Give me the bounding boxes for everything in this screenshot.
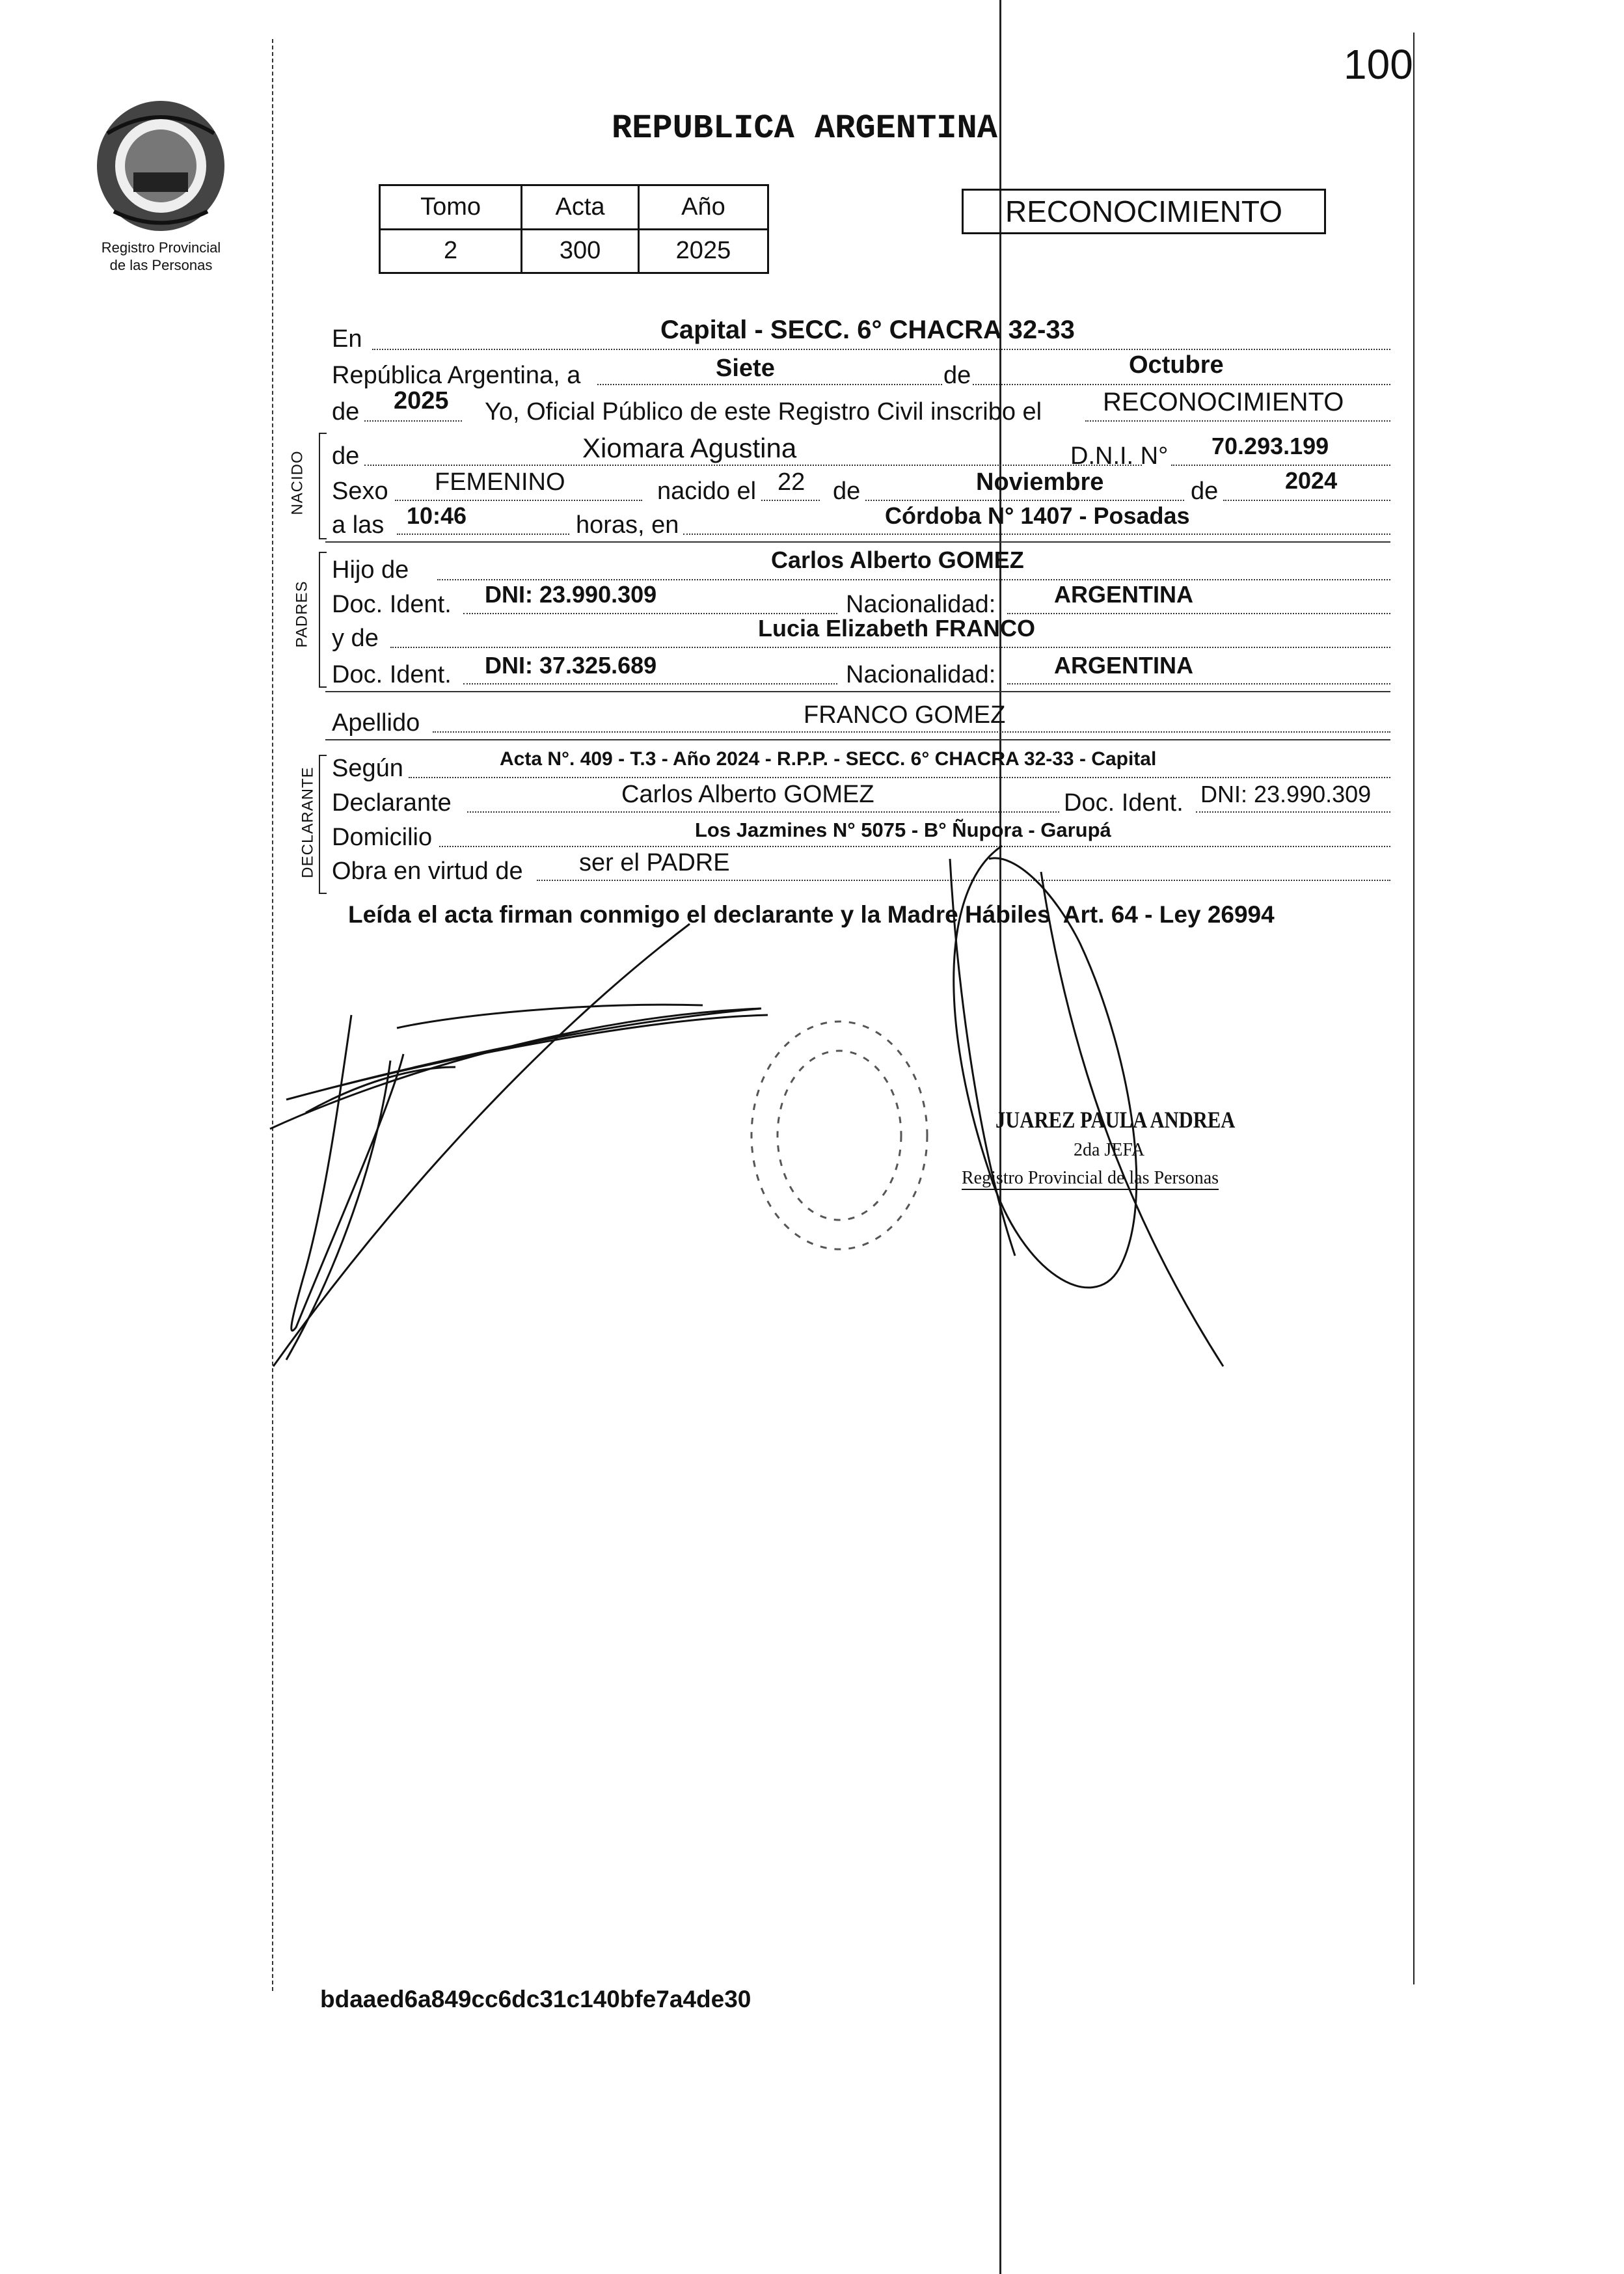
header-acta: Acta (522, 185, 639, 230)
de-label-year: de (332, 398, 360, 426)
registry-label-2: de las Personas (109, 257, 213, 273)
dni-label: D.N.I. N° (1070, 442, 1169, 470)
father-nationality: ARGENTINA (1054, 581, 1193, 608)
declarante-doc: DNI: 23.990.309 (1200, 781, 1372, 807)
year-value: 2025 (394, 387, 449, 414)
obra-label: Obra en virtud de (332, 858, 523, 885)
country-title: REPUBLICA ARGENTINA (612, 109, 997, 148)
father-doc-label: Doc. Ident. (332, 591, 452, 618)
value-ano: 2025 (638, 229, 768, 273)
de-label: de (943, 362, 971, 389)
hijo-label: Hijo de (332, 556, 409, 584)
apellido-label: Apellido (332, 709, 420, 737)
father-name: Carlos Alberto GOMEZ (771, 547, 1024, 573)
birth-place: Córdoba N° 1407 - Posadas (885, 502, 1190, 529)
alas-label: a las (332, 511, 385, 539)
act-type-text: RECONOCIMIENTO (1005, 195, 1282, 228)
official-office: Registro Provincial de las Personas (962, 1168, 1219, 1190)
mother-name: Lucia Elizabeth FRANCO (758, 615, 1036, 642)
mother-doc: DNI: 37.325.689 (485, 652, 657, 679)
page-number: 100 (1344, 41, 1413, 88)
en-value: Capital - SECC. 6° CHACRA 32-33 (660, 316, 1075, 344)
act-value: RECONOCIMIENTO (1103, 388, 1344, 416)
child-name: Xiomara Agustina (582, 433, 797, 463)
mother-nationality: ARGENTINA (1054, 652, 1193, 679)
header-tomo: Tomo (380, 185, 522, 230)
declarante-doc-label: Doc. Ident. (1064, 789, 1184, 817)
closing-text: Leída el acta firman conmigo el declarante y la Madre Hábiles Art. 64 - Ley 26994 (348, 901, 1275, 928)
birth-year: 2024 (1285, 467, 1338, 494)
header-ano: Año (638, 185, 768, 230)
section-nacido: NACIDO (288, 450, 306, 515)
sexo-value: FEMENINO (435, 468, 565, 496)
segun-label: Según (332, 755, 403, 782)
segun-value: Acta N°. 409 - T.3 - Año 2024 - R.P.P. - SECC. 6° CHACRA 32-33 - Capital (500, 748, 1157, 770)
obra-value: ser el PADRE (579, 849, 730, 876)
mother-doc-label: Doc. Ident. (332, 661, 452, 688)
domicilio-value: Los Jazmines N° 5075 - B° Ñupora - Garupá (695, 819, 1111, 841)
section-padres: PADRES (293, 580, 311, 648)
nacido-de-label: de (332, 442, 360, 470)
child-dni: 70.293.199 (1211, 433, 1329, 459)
nacido-el-label: nacido el (657, 478, 757, 505)
republica-label: República Argentina, a (332, 362, 581, 389)
birth-month: Noviembre (976, 468, 1104, 496)
birth-day: 22 (778, 468, 805, 496)
birth-time: 10:46 (407, 502, 467, 529)
mother-nat-label: Nacionalidad: (846, 661, 996, 688)
domicilio-label: Domicilio (332, 824, 433, 851)
month-value: Octubre (1129, 351, 1224, 379)
round-stamp (751, 1022, 927, 1249)
hash-code: bdaaed6a849cc6dc31c140bfe7a4de30 (320, 1986, 751, 2012)
declarante-name: Carlos Alberto GOMEZ (621, 781, 874, 808)
registry-label-1: Registro Provincial (101, 239, 221, 256)
declarante-label: Declarante (332, 789, 452, 817)
yde-label: y de (332, 625, 379, 652)
apellido-value: FRANCO GOMEZ (804, 701, 1006, 729)
official-role: 2da JEFA (1074, 1140, 1145, 1160)
section-declarante: DECLARANTE (299, 766, 317, 878)
yo-text: Yo, Oficial Público de este Registro Civil inscribo el (485, 398, 1042, 426)
sexo-label: Sexo (332, 478, 388, 505)
nacido-de-label-3: de (1191, 478, 1219, 505)
horas-label: horas, en (576, 511, 679, 539)
father-nat-label: Nacionalidad: (846, 591, 996, 618)
day-value: Siete (716, 355, 775, 382)
value-tomo: 2 (380, 229, 522, 273)
nacido-de-label-2: de (833, 478, 861, 505)
declarant-signature (270, 924, 768, 1366)
father-doc: DNI: 23.990.309 (485, 581, 657, 608)
official-name: JUAREZ PAULA ANDREA (995, 1107, 1236, 1133)
en-label: En (332, 325, 362, 353)
value-acta: 300 (522, 229, 639, 273)
